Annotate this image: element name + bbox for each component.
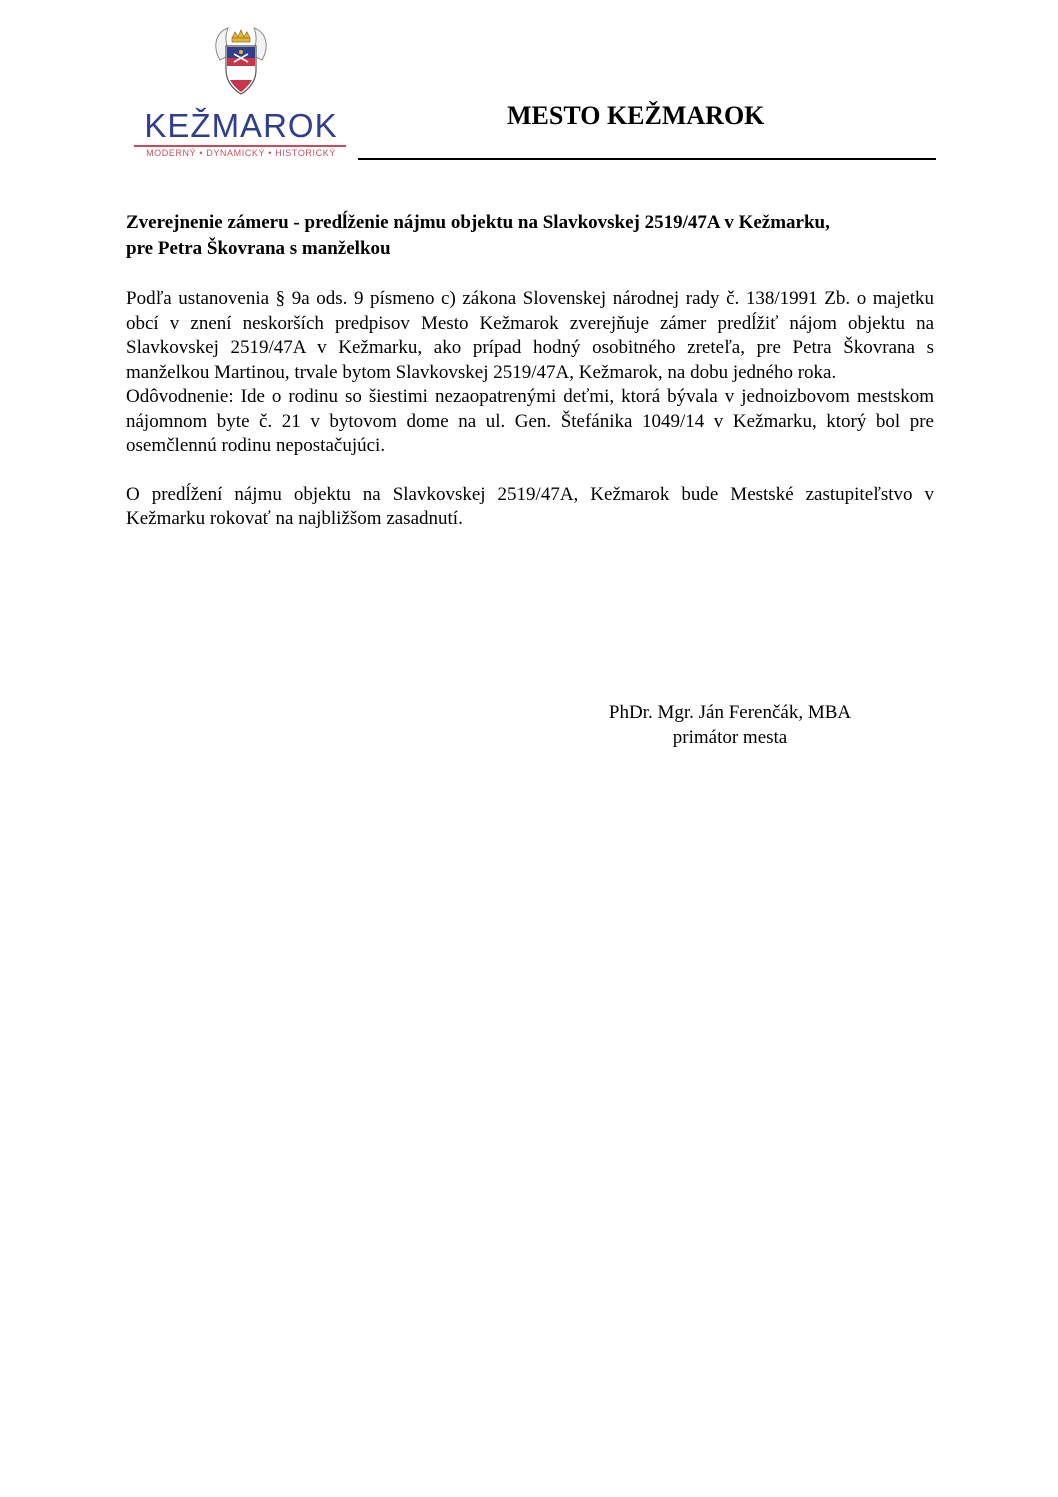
signature-block xyxy=(560,700,900,750)
subject-line-2: pre Petra Škovrana s manželkou xyxy=(126,238,391,259)
logo-divider xyxy=(134,145,346,147)
logo-wordmark: KEŽMAROK xyxy=(144,107,338,144)
signatory-role: primátor mesta xyxy=(672,727,788,748)
council-notice-paragraph: O predĺžení nájmu objektu na Slavkovskej 2519/47A, Kežmarok bude Mestské zastupiteľstvo v Kežmarku rokovať na najbližšom zasadnutí. xyxy=(126,483,934,529)
subject-line-1: Zverejnenie zámeru - predĺženie nájmu objektu na Slavkovskej 2519/47A v Kežmarku, xyxy=(126,212,830,233)
legal-basis-paragraph: Podľa ustanovenia § 9a ods. 9 písmeno c) zákona Slovenskej národnej rady č. 138/1991 Zb. o majetku obcí v znení neskorších predpisov Mesto Kežmarok zverejňuje zámer predĺžiť nájom objektu na Slavkovskej 2519/47A v Kežmarku, ako prípad hodný osobitného zreteľa, pre Petra Škovrana s manželkou Martinou, trvale bytom Slavkovskej 2519/47A, Kežmarok, na dobu jedného roka. xyxy=(126,288,934,383)
city-logo xyxy=(132,24,350,160)
document-body xyxy=(126,287,934,532)
justification-paragraph: Odôvodnenie: Ide o rodinu so šiestimi nezaopatrenými deťmi, ktorá bývala v jednoizbovom mestskom nájomnom byte č. 21 v bytovom dome na ul. Gen. Štefánika 1049/14 v Kežmarku, ktorý bol pre osemčlennú rodinu nepostačujúci. xyxy=(126,386,934,456)
signatory-name: PhDr. Mgr. Ján Ferenčák, MBA xyxy=(608,702,852,723)
logo-tagline: MODERNÝ • DYNAMICKÝ • HISTORICKÝ xyxy=(146,148,336,158)
page-title: MESTO KEŽMAROK xyxy=(507,101,765,130)
document-subject xyxy=(126,210,934,262)
kezmarok-coat-of-arms-icon xyxy=(210,24,272,100)
header-divider xyxy=(358,158,936,160)
